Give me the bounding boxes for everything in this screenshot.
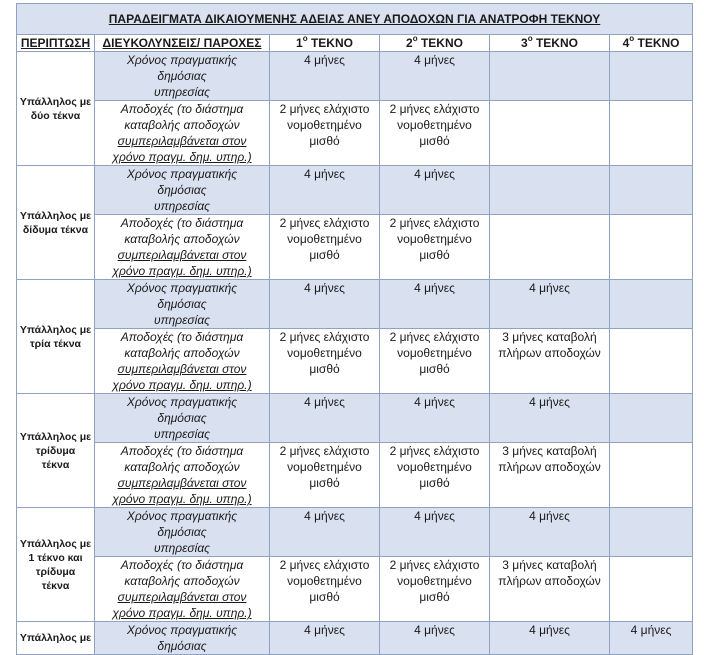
value-cell: 4 μήνες [490, 394, 610, 443]
pay-label: Αποδοχές (το διάστημα καταβολής αποδοχών συμπεριλαμβάνεται στον χρόνο πραγμ. δημ. υπηρ.) [95, 101, 270, 166]
value-cell: 2 μήνες ελάχιστο νομοθετημένο μισθό [380, 443, 490, 508]
case-twins: Υπάλληλος με δίδυμα τέκνα [17, 166, 95, 280]
empty-cell [610, 52, 693, 101]
header-child-3: $3^o$ ΤΕΚΝΟ [490, 35, 610, 52]
table-row [17, 215, 693, 280]
value-cell: 4 μήνες [270, 622, 380, 655]
table-row [17, 557, 693, 622]
value-cell: 3 μήνες καταβολή πλήρων αποδοχών [490, 557, 610, 622]
case-partial: Υπάλληλος με [17, 622, 95, 655]
case-triplets: Υπάλληλος με τρίδυμα τέκνα [17, 394, 95, 508]
empty-cell [490, 52, 610, 101]
value-cell: 4 μήνες [380, 166, 490, 215]
header-child-2: $2^o$ ΤΕΚΝΟ [380, 35, 490, 52]
table-row [17, 52, 693, 101]
service-time-label: Χρόνος πραγματικής δημόσιας υπηρεσίας [95, 280, 270, 329]
value-cell: 4 μήνες [270, 280, 380, 329]
service-time-label: Χρόνος πραγματικής δημόσιας υπηρεσίας [95, 52, 270, 101]
table-title: ΠΑΡΑΔΕΙΓΜΑΤΑ ΔΙΚΑΙΟΥΜΕΝΗΣ ΑΔΕΙΑΣ ΑΝΕΥ ΑΠΟΔΟΧΩΝ ΓΙΑ ΑΝΑΤΡΟΦΗ ΤΕΚΝΟΥ [17, 4, 693, 35]
value-cell: 2 μήνες ελάχιστο νομοθετημένο μισθό [380, 101, 490, 166]
empty-cell [610, 508, 693, 557]
case-three-children: Υπάλληλος με τρία τέκνα [17, 280, 95, 394]
pay-label: Αποδοχές (το διάστημα καταβολής αποδοχών συμπεριλαμβάνεται στον χρόνο πραγμ. δημ. υπηρ.) [95, 557, 270, 622]
value-cell: 2 μήνες ελάχιστο νομοθετημένο μισθό [380, 329, 490, 394]
case-two-children: Υπάλληλος με δύο τέκνα [17, 52, 95, 166]
pay-label: Αποδοχές (το διάστημα καταβολής αποδοχών συμπεριλαμβάνεται στον χρόνο πραγμ. δημ. υπηρ.) [95, 215, 270, 280]
service-time-label: Χρόνος πραγματικής δημόσιας υπηρεσίας [95, 394, 270, 443]
value-cell: 4 μήνες [380, 52, 490, 101]
service-time-label: Χρόνος πραγματικής δημόσιας [95, 622, 270, 655]
value-cell: 2 μήνες ελάχιστο νομοθετημένο μισθό [270, 557, 380, 622]
value-cell: 4 μήνες [380, 394, 490, 443]
empty-cell [490, 166, 610, 215]
table-row [17, 508, 693, 557]
header-child-1: $1^o$ ΤΕΚΝΟ [270, 35, 380, 52]
value-cell: 3 μήνες καταβολή πλήρων αποδοχών [490, 329, 610, 394]
value-cell: 4 μήνες [270, 52, 380, 101]
value-cell: 2 μήνες ελάχιστο νομοθετημένο μισθό [270, 101, 380, 166]
table-row [17, 101, 693, 166]
case-one-child-and-triplets: Υπάλληλος με 1 τέκνο και τρίδυμα τέκνα [17, 508, 95, 622]
value-cell: 2 μήνες ελάχιστο νομοθετημένο μισθό [380, 557, 490, 622]
value-cell: 4 μήνες [380, 508, 490, 557]
empty-cell [610, 101, 693, 166]
empty-cell [610, 215, 693, 280]
value-cell: 4 μήνες [270, 166, 380, 215]
value-cell: 4 μήνες [490, 508, 610, 557]
table-row [17, 280, 693, 329]
table-row [17, 622, 693, 655]
empty-cell [610, 394, 693, 443]
pay-label: Αποδοχές (το διάστημα καταβολής αποδοχών συμπεριλαμβάνεται στον χρόνο πραγμ. δημ. υπηρ.) [95, 329, 270, 394]
leave-examples-table [16, 3, 693, 655]
table-row [17, 394, 693, 443]
value-cell: 4 μήνες [490, 280, 610, 329]
value-cell: 4 μήνες [610, 622, 693, 655]
header-child-4: $4^o$ ΤΕΚΝΟ [610, 35, 693, 52]
value-cell: 2 μήνες ελάχιστο νομοθετημένο μισθό [380, 215, 490, 280]
value-cell: 4 μήνες [270, 508, 380, 557]
value-cell: 2 μήνες ελάχιστο νομοθετημένο μισθό [270, 443, 380, 508]
empty-cell [610, 329, 693, 394]
pay-label: Αποδοχές (το διάστημα καταβολής αποδοχών συμπεριλαμβάνεται στον χρόνο πραγμ. δημ. υπηρ.) [95, 443, 270, 508]
value-cell: 4 μήνες [270, 394, 380, 443]
value-cell: 2 μήνες ελάχιστο νομοθετημένο μισθό [270, 329, 380, 394]
table-row [17, 443, 693, 508]
empty-cell [610, 280, 693, 329]
service-time-label: Χρόνος πραγματικής δημόσιας υπηρεσίας [95, 166, 270, 215]
service-time-label: Χρόνος πραγματικής δημόσιας υπηρεσίας [95, 508, 270, 557]
empty-cell [490, 215, 610, 280]
value-cell: 4 μήνες [490, 622, 610, 655]
value-cell: 4 μήνες [380, 280, 490, 329]
table-row [17, 329, 693, 394]
empty-cell [610, 166, 693, 215]
header-facilities: ΔΙΕΥΚΟΛΥΝΣΕΙΣ/ ΠΑΡΟΧΕΣ [95, 35, 270, 52]
empty-cell [610, 557, 693, 622]
value-cell: 3 μήνες καταβολή πλήρων αποδοχών [490, 443, 610, 508]
empty-cell [610, 443, 693, 508]
table-row [17, 166, 693, 215]
header-case: ΠΕΡΙΠΤΩΣΗ [17, 35, 95, 52]
empty-cell [490, 101, 610, 166]
value-cell: 2 μήνες ελάχιστο νομοθετημένο μισθό [270, 215, 380, 280]
value-cell: 4 μήνες [380, 622, 490, 655]
